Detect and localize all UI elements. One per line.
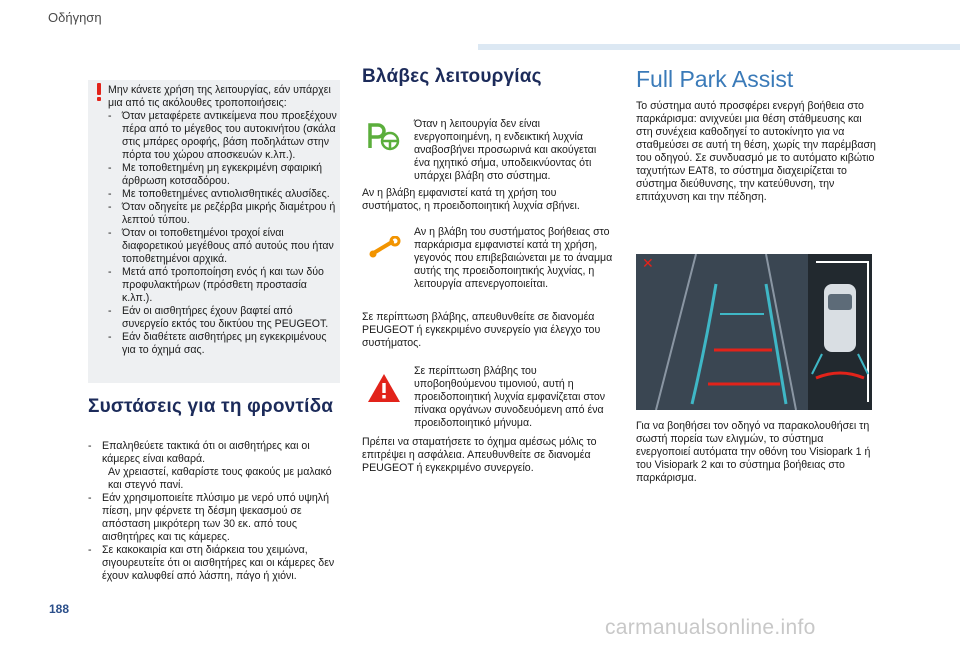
faults-p4: Σε περίπτωση βλάβης, απευθυνθείτε σε διανομέα PEUGEOT ή εγκεκριμένο συνεργείο για έλεγχο του συστήματος. (362, 311, 601, 349)
faults-p6: Πρέπει να σταματήσετε το όχημα αμέσως μόλις το επιτρέψει η ασφάλεια. Απευθυνθείτε σε διανομέα PEUGEOT ή εγκεκριμένο συνεργείο. (362, 436, 597, 474)
list-subitem: Αν χρειαστεί, καθαρίστε τους φακούς με μαλακό και στεγνό πανί. (108, 466, 332, 491)
fpa-p1: Το σύστημα αυτό προσφέρει ενεργή βοήθεια στο παρκάρισμα: ανιχνεύει μια θέση στάθμευσης και στη συνέχεια καθοδηγεί το αυτοκίνητο για να σταθμεύσει σε αυτή τη θέση, χωρίς την παρέμβαση του οδηγού. Σε συνδυασμό με το αυτόματο κιβώτιο ταχυτήτων EAT8, το σύστημα διαχειρίζεται το σύστημα διεύθυνσης, την κατεύθυνση, την επιτάχυνση και την πέδηση. (636, 100, 876, 203)
list-item: - Επαληθεύετε τακτικά ότι οι αισθητήρες και οι κάμερες είναι καθαρά. (88, 440, 310, 465)
page-number: 188 (49, 602, 70, 616)
list-item: - Εάν διαθέτετε αισθητήρες μη εγκεκριμένους για το όχημά σας. (108, 331, 327, 356)
warning-intro: Μην κάνετε χρήση της λειτουργίας, εάν υπάρχει μια από τις ακόλουθες τροποποιήσεις: (108, 84, 331, 109)
faults-p1: Όταν η λειτουργία δεν είναι ενεργοποιημένη, η ενδεικτική λυχνία αναβοσβήνει προσωρινά και ακούγεται ένα ηχητικό σήμα, υποδεικνύοντας ότι υπάρχει βλάβη στο σύστημα. (414, 118, 597, 182)
list-item: - Μετά από τροποποίηση ενός ή και των δύο προφυλακτήρων (πρόσθετη προστασία κ.λπ.). (108, 266, 324, 304)
watermark: carmanualsonline.info (605, 616, 816, 639)
exclamation-icon (92, 82, 106, 102)
faults-p2: Αν η βλάβη εμφανιστεί κατά τη χρήση του συστήματος, η προειδοποιητική λυχνία σβήνει. (362, 187, 580, 212)
list-item: - Όταν μεταφέρετε αντικείμενα που προεξέχουν πέρα από το μέγεθος του αυτοκινήτου (σκάλα στις μπάρες οροφής, βάση ποδηλάτων στην πόρτα του χώρου αποσκευών κ.λπ.). (108, 110, 337, 161)
fpa-title: Full Park Assist (636, 66, 794, 92)
header-bar (478, 44, 960, 50)
care-title: Συστάσεις για τη φροντίδα (88, 396, 334, 417)
camera-view-image (636, 254, 872, 410)
park-assist-warning-icon (364, 122, 402, 152)
svg-text:✕: ✕ (642, 256, 654, 272)
fpa-p2: Για να βοηθήσει τον οδηγό να παρακολουθήσει τη σωστή πορεία των ελιγμών, το σύστημα ενεργοποιεί αυτόματα την οθόνη του Visiopark 1 ή του Visiopark 2 και το σύστημα βοήθειας στο παρκάρισμα. (636, 420, 871, 484)
faults-p5: Σε περίπτωση βλάβης του υποβοηθούμενου τιμονιού, αυτή η προειδοποιητική λυχνία εμφανίζεται στον πίνακα οργάνων συνοδευόμενη από ένα προειδοποιητικό μήνυμα. (414, 365, 606, 429)
list-item: - Εάν οι αισθητήρες έχουν βαφτεί από συνεργείο εκτός του δικτύου της PEUGEOT. (108, 305, 329, 330)
faults-p3: Αν η βλάβη του συστήματος βοήθειας στο παρκάρισμα εμφανιστεί κατά τη χρήση, γεγονός που επιβεβαιώνεται με το άναμμα αυτής της προειδοποιητικής λυχνίας, η λειτουργία απενεργοποιείται. (414, 226, 613, 290)
list-item: - Με τοποθετημένη μη εγκεκριμένη σφαιρική άρθρωση κοτσαδόρου. (108, 162, 323, 187)
list-item: - Όταν οδηγείτε με ρεζέρβα μικρής διαμέτρου ή λεπτού τύπου. (108, 201, 336, 226)
list-item: - Εάν χρησιμοποιείτε πλύσιμο με νερό υπό υψηλή πίεση, μην φέρνετε τη δέσμη ψεκασμού σε απόσταση μικρότερη των 30 εκ. από τους αισθητήρες και τις κάμερες. (88, 492, 329, 543)
list-item: - Σε κακοκαιρία και στη διάρκεια του χειμώνα, σιγουρευτείτε ότι οι αισθητήρες και οι κάμερες δεν έχουν καλυφθεί από λάσπη, πάγο ή χιόνι. (88, 544, 335, 582)
warning-triangle-icon (366, 372, 402, 404)
list-item: - Όταν οι τοποθετημένοι τροχοί είναι διαφορετικού μεγέθους από αυτούς που ήταν τοποθετημένοι αρχικά. (108, 227, 334, 265)
warning-text (108, 84, 338, 357)
faults-title: Βλάβες λειτουργίας (362, 66, 542, 87)
wrench-icon (368, 236, 404, 260)
care-list (88, 440, 340, 583)
section-header: Οδήγηση (48, 10, 102, 25)
list-item: - Με τοποθετημένες αντιολισθητικές αλυσίδες. (108, 188, 330, 200)
camera-view-graphic (636, 254, 872, 410)
